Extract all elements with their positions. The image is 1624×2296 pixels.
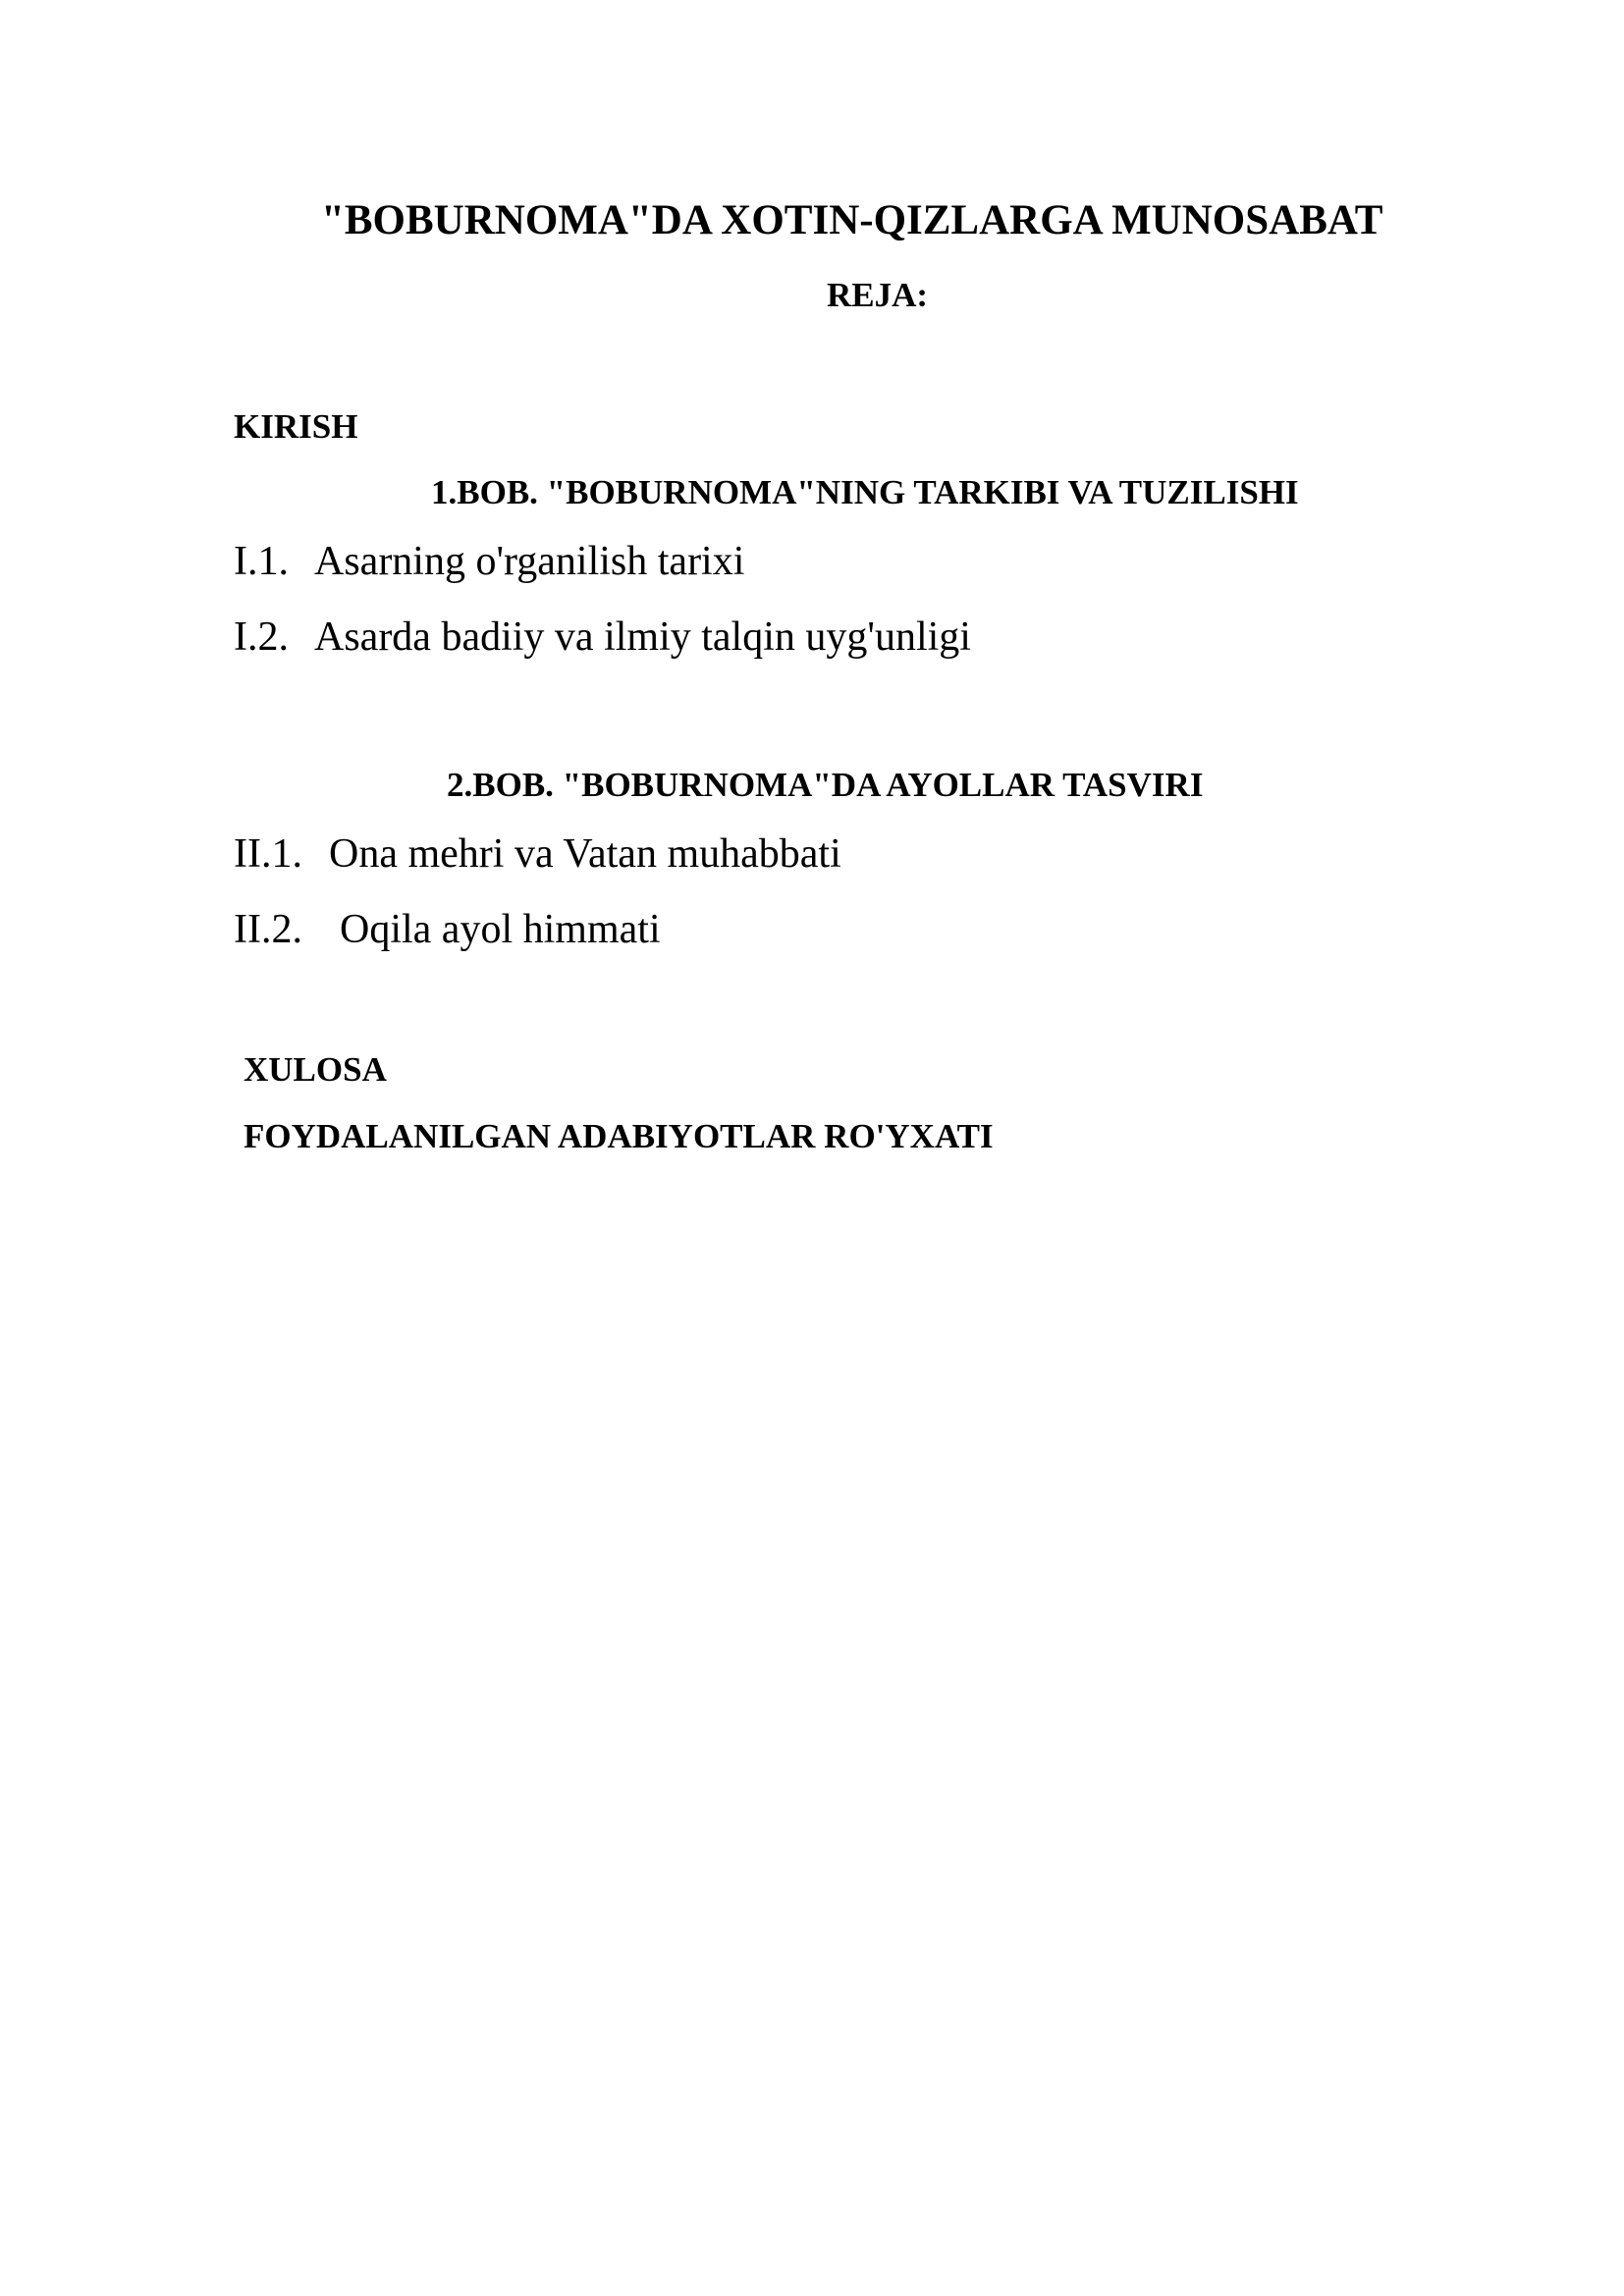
chapter-2-title: 2.BOB. "BOBURNOMA"DA AYOLLAR TASVIRI xyxy=(447,766,1204,804)
section-text: Oqila ayol himmati xyxy=(340,907,661,952)
section-text: Asarda badiiy va ilmiy talqin uyg'unligi xyxy=(314,614,971,660)
document-title: "BOBURNOMA"DA XOTIN-QIZLARGA MUNOSABAT xyxy=(321,197,1383,243)
section-item xyxy=(234,538,744,585)
section-number: I.1. xyxy=(234,539,289,584)
section-item xyxy=(234,614,971,661)
section-item xyxy=(234,906,661,953)
section-item xyxy=(234,830,841,878)
chapter-1-title: 1.BOB. "BOBURNOMA"NING TARKIBI VA TUZILISHI xyxy=(431,473,1299,511)
section-number: II.2. xyxy=(234,907,302,952)
section-text: Asarning o'rganilish tarixi xyxy=(314,539,745,584)
section-text: Ona mehri va Vatan muhabbati xyxy=(329,831,841,877)
section-number: I.2. xyxy=(234,614,289,660)
plan-heading: REJA: xyxy=(826,276,929,314)
section-number: II.1. xyxy=(234,831,302,877)
intro-heading: KIRISH xyxy=(234,407,358,446)
references-heading: FOYDALANILGAN ADABIYOTLAR RO'YXATI xyxy=(244,1117,994,1155)
conclusion-heading: XULOSA xyxy=(244,1050,387,1089)
